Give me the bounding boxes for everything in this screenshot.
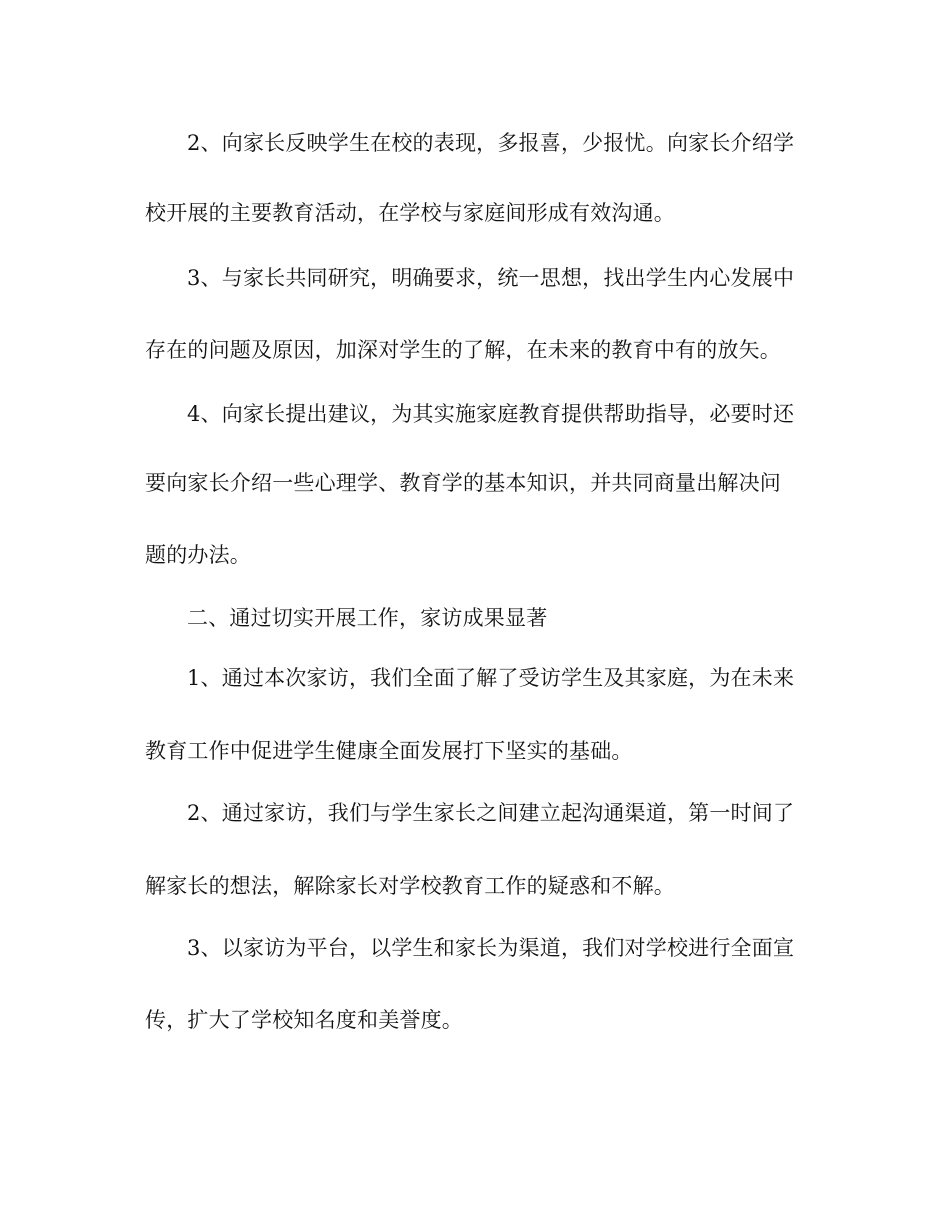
- paragraph-line: 1、通过本次家访，我们全面了解了受访学生及其家庭，为在未来: [187, 666, 795, 690]
- paragraph-line: 3、与家长共同研究，明确要求，统一思想，找出学生内心发展中: [187, 266, 795, 290]
- section-heading: 二、通过切实开展工作，家访成果显著: [187, 606, 548, 630]
- paragraph-line: 4、向家长提出建议，为其实施家庭教育提供帮助指导，必要时还: [187, 402, 795, 426]
- paragraph-line: 存在的问题及原因，加深对学生的了解，在未来的教育中有的放矢。: [145, 338, 781, 362]
- paragraph-line: 教育工作中促进学生健康全面发展打下坚实的基础。: [145, 739, 633, 763]
- paragraph-line: 题的办法。: [145, 543, 251, 567]
- paragraph-line: 3、以家访为平台，以学生和家长为渠道，我们对学校进行全面宣: [187, 936, 795, 960]
- paragraph-line: 传，扩大了学校知名度和美誉度。: [145, 1008, 463, 1032]
- paragraph-line: 校开展的主要教育活动，在学校与家庭间形成有效沟通。: [145, 201, 675, 225]
- paragraph-line: 解家长的想法，解除家长对学校教育工作的疑惑和不解。: [145, 874, 675, 898]
- paragraph-line: 要向家长介绍一些心理学、教育学的基本知识，并共同商量出解决问: [145, 471, 781, 495]
- paragraph-line: 2、向家长反映学生在校的表现，多报喜，少报忧。向家长介绍学: [187, 131, 795, 155]
- paragraph-line: 2、通过家访，我们与学生家长之间建立起沟通渠道，第一时间了: [187, 801, 795, 825]
